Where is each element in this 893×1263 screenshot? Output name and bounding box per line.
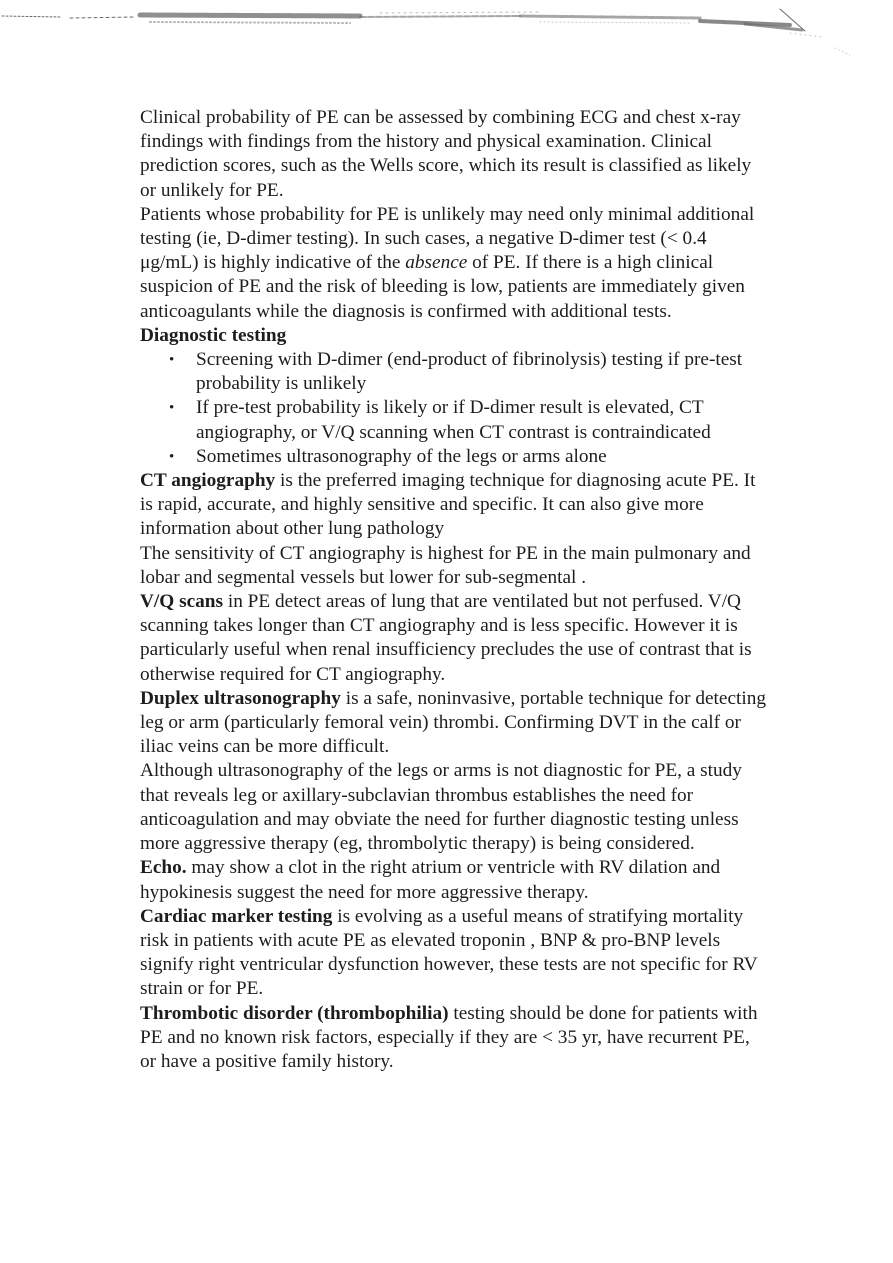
duplex-term: Duplex ultrasonography: [140, 687, 341, 709]
echo-paragraph: [140, 856, 768, 904]
d-dimer-paragraph: [140, 203, 768, 324]
duplex-paragraph: [140, 687, 768, 760]
thrombophilia-paragraph: [140, 1002, 768, 1075]
thrombophilia-text: testing should be done for patients with PE and no known risk factors, especially if they are < 35 yr, have recurrent PE, or have a positive family history.: [140, 1002, 758, 1072]
document-body: [140, 106, 768, 1074]
scan-artifact-top-edge: [0, 0, 893, 60]
cardiac-marker-term: Cardiac marker testing: [140, 905, 333, 927]
list-item: • If pre-test probability is likely or if D-dimer result is elevated, CT angiography, or V/Q scanning when CT contrast is contraindicated: [196, 396, 768, 444]
cardiac-marker-paragraph: [140, 905, 768, 1002]
thrombophilia-term: Thrombotic disorder (thrombophilia): [140, 1002, 449, 1024]
duplex-text: is a safe, noninvasive, portable technique for detecting leg or arm (particularly femoral vein) thrombi. Confirming DVT in the calf or iliac veins can be more difficult.: [140, 687, 767, 758]
intro-paragraph: Clinical probability of PE can be assessed by combining ECG and chest x-ray findings with findings from the history and physical examination. Clinical prediction scores, such as the Wells score, which its result is classified as likely or unlikely for PE.: [140, 107, 752, 201]
absence-emphasis: absence: [405, 252, 468, 274]
list-item: • Screening with D-dimer (end-product of fibrinolysis) testing if pre-test probability is unlikely: [196, 348, 768, 396]
diagnostic-testing-heading: Diagnostic testing: [140, 324, 287, 346]
vq-scans-paragraph: [140, 590, 768, 687]
d-dimer-text-start: Patients whose probability for PE is unlikely may need only minimal additional testing (ie, D-dimer testing). In such cases, a negative D-dimer test (< 0.4 μg/mL) is highly indicative of the: [140, 203, 755, 274]
ct-angiography-text: is the preferred imaging technique for diagnosing acute PE. It is rapid, accurate, and highly sensitive and specific. It can also give more information about other lung pathology: [140, 470, 756, 540]
ct-angiography-term: CT angiography: [140, 470, 276, 492]
diagnostic-testing-list: [140, 348, 768, 469]
echo-text: may show a clot in the right atrium or ventricle with RV dilation and hypokinesis suggest the need for more aggressive therapy.: [140, 857, 721, 903]
vq-scans-term: V/Q scans: [140, 591, 224, 613]
echo-term: Echo.: [140, 857, 187, 879]
ultrasonography-paragraph: Although ultrasonography of the legs or arms is not diagnostic for PE, a study that reveals leg or axillary-subclavian thrombus establishes the need for anticoagulation and may obviate the need for further diagnostic testing unless more aggressive therapy (eg, thrombolytic therapy) is being considered.: [140, 760, 742, 855]
d-dimer-text-end: of PE. If there is a high clinical suspicion of PE and the risk of bleeding is low, patients are immediately given anticoagulants while the diagnosis is confirmed with additional tests.: [140, 252, 745, 322]
ct-angiography-paragraph: [140, 469, 768, 542]
ct-sensitivity-paragraph: The sensitivity of CT angiography is highest for PE in the main pulmonary and lobar and segmental vessels but lower for sub-segmental .: [140, 542, 751, 588]
cardiac-marker-text: is evolving as a useful means of stratifying mortality risk in patients with acute PE as elevated troponin , BNP & pro-BNP levels signify right ventricular dysfunction however, these tests are not specific for RV strain or for PE.: [140, 905, 758, 1000]
list-item: • Sometimes ultrasonography of the legs or arms alone: [196, 445, 768, 469]
vq-scans-text: in PE detect areas of lung that are ventilated but not perfused. V/Q scanning takes longer than CT angiography and is less specific. However it is particularly useful when renal insufficiency precludes the use of contrast that is otherwise required for CT angiography.: [140, 591, 752, 685]
